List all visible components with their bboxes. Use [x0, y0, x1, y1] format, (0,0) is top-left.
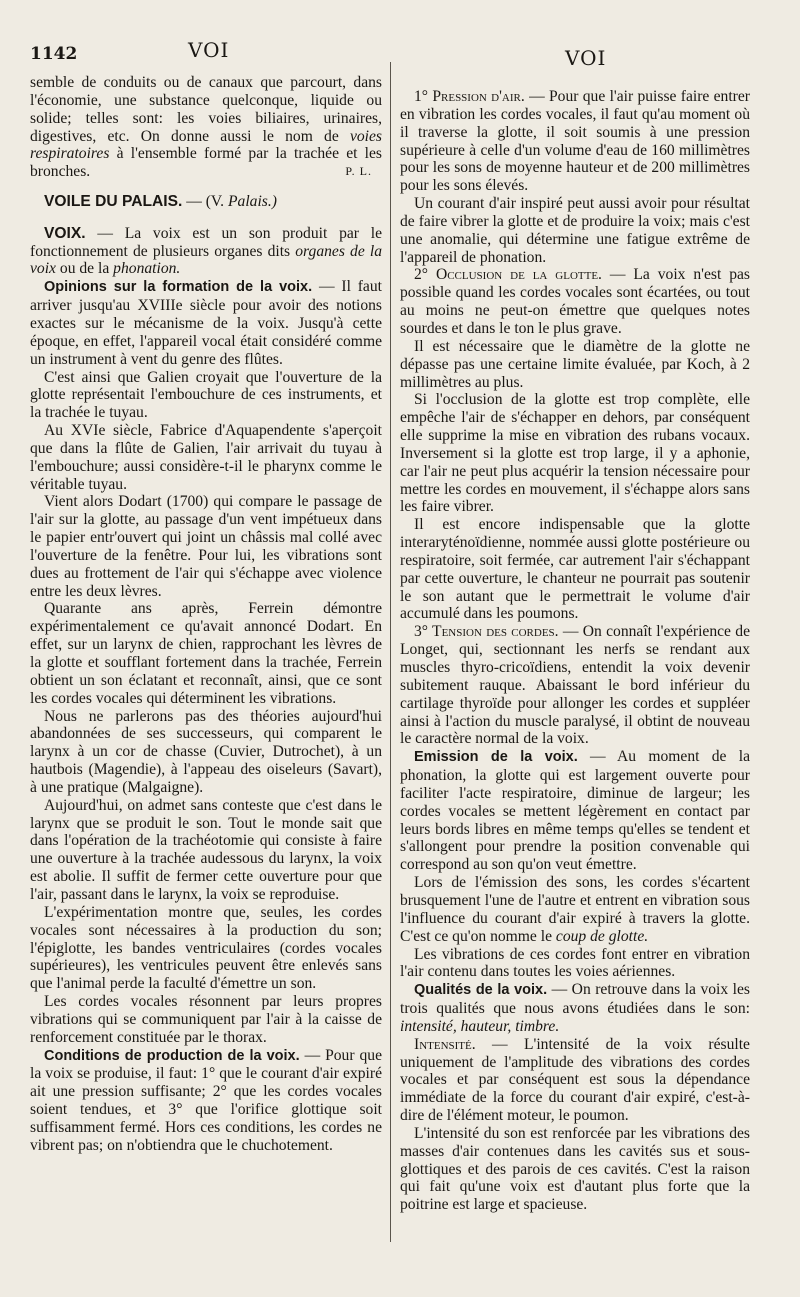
section-heading-qualites: Qualités de la voix. — [414, 982, 548, 999]
subheading-occlusion: 2° Occlusion de la glotte. — [414, 266, 602, 284]
page-number: 1142 — [30, 44, 78, 64]
paragraph-aujourdhui: Aujourd'hui, on admet sans conteste que c'est dans le larynx que se produit le son. Tout le monde sait que dans l'opération de la trachéotomie qui consiste à faire une ouverture à la trachée audessous du larynx, la voix est abolie. Il suffit de fermer cette ouverture pour que l'air, passant dans le larynx, la voix se reproduise. — [30, 796, 382, 903]
paragraph-dodart: Vient alors Dodart (1700) qui compare le passage de l'air sur la glotte, au passage d'un vent impétueux dans le papier entr'ouvert qui joint un châssis mal collé avec l'ouverture de la fenêtre. Pour lui, les vibrations sont dues au frottement de l'air qui s'échappe avec violence entre les deux lèvres. — [30, 493, 382, 600]
paragraph-occlusion-complete: Si l'occlusion de la glotte est trop complète, elle empêche l'air de s'échapper en dehors, par conséquent elle supprime la mise en vibration des rubans vocaux. Inversement si la glotte est trop large, il y a aphonie, car l'air ne peut plus acquérir la tension nécessaire pour mettre les cordes en mouvement, il s'échappe alors sans les faire vibrer. — [400, 391, 750, 516]
paragraph-ferrein: Quarante ans après, Ferrein démontre expérimentalement ce qu'avait annoncé Dodart. En effet, sur un larynx de chien, rapprochant les lèvres de la glotte et soufflant fortement dans la trachée, Ferrein obtient un son éclatant et reconnaît, ainsi, que ce sont les cordes vocales qui déterminent les vibrations. — [30, 600, 382, 707]
section-heading-emission: Emission de la voix. — [414, 749, 578, 766]
entry-voile-du-palais: VOILE DU PALAIS. — (V. Palais.) — [44, 192, 277, 210]
section-heading-opinions: Opinions sur la formation de la voix. — [44, 279, 313, 296]
paragraph-fabrice: Au XVIe siècle, Fabrice d'Aquapendente s'aperçoit que dans la flûte de Galien, l'air arrivait du tuyau à l'embouchure; aussi considère-t-il le pharynx comme le véritable tuyau. — [30, 422, 382, 493]
paragraph-cordes-resonnent: Les cordes vocales résonnent par leurs propres vibrations qui se communiquent par l'air à la caisse de renforcement constituée par le thorax. — [30, 993, 382, 1046]
paragraph-diametre: Il est nécessaire que le diamètre de la glotte ne dépasse pas une certaine limite évaluée, par Koch, à 2 millimètres au plus. — [400, 337, 750, 391]
paragraph-vibrations: Les vibrations de ces cordes font entrer en vibration l'air contenu dans toutes les voies aériennes. — [400, 945, 750, 981]
entry-heading-voix: VOIX. — [44, 224, 86, 242]
subheading-pression: 1° Pression d'air. — [414, 88, 525, 105]
section-qualites: Qualités de la voix. — On retrouve dans la voix les trois qualités que nous avons étudiées dans le son: intensité, hauteur, timbre. — [400, 981, 750, 1035]
author-signature: P. L. — [345, 164, 372, 179]
paragraph-renforcee: L'intensité du son est renforcée par les vibrations des masses d'air contenues dans les cavités sus et sous-glottiques et des parois de ces cavités. C'est la raison qui fait qu'une voix est d'autant plus forte que la poitrine est large et spacieuse. — [400, 1124, 750, 1214]
section-tension: 3° Tension des cordes. — On connaît l'expérience de Longet, qui, sectionnant les nerfs se rendant aux muscles thyro-cricoïdiens, entendit la voix devenir subitement rauque. Abaissant le bord inférieur du cartilage thyroïde pour allonger les cordes et suppléer ainsi à l'action du muscle paralysé, il obtint de nouveau le caractère normal de la voix. — [400, 623, 750, 748]
running-head-left: VOI — [188, 38, 230, 62]
section-emission: Emission de la voix. — Au moment de la phonation, la glotte qui est largement ouverte pour faciliter l'acte respiratoire, diminue de largeur; les cordes vocales se mettent légèrement en contact par leurs bords libres en même temps qu'elles se tendent et s'allongent pour prendre la position convenable qui correspond au son qu'on veut émettre. — [400, 748, 751, 874]
paragraph-experimentation: L'expérimentation montre que, seules, les cordes vocales sont nécessaires à la production du son; l'épiglotte, les bandes ventriculaires (cordes vocales supérieures), les ventricules peuvent être enlevés sans que l'animal perde la faculté d'émettre un son. — [30, 903, 382, 993]
section-pression: 1° Pression d'air. — Pour que l'air puisse faire entrer en vibration les cordes vocales, il faut qu'au moment où il traverse la glotte, il soit soumis à une pression supérieure à celle d'un volume d'eau de 160 millimètres pour les sons de moyenne hauteur et de 200 millimètres pour les sons élevés. — [400, 88, 750, 195]
paragraph-theories: Nous ne parlerons pas des théories aujourd'hui abandonnées de ses successeurs, qui comparent le larynx à un cor de chasse (Cuvier, Dutrochet), à un hautbois (Magendie), à l'appeau des oiseleurs (Savart), à une pratique (Malgaigne). — [30, 707, 382, 796]
section-heading-conditions: Conditions de production de la voix. — [44, 1047, 300, 1064]
section-conditions: Conditions de production de la voix. — Pour que la voix se produise, il faut: 1° que le courant d'air expiré ait une pression suffisante; 2° que les cordes vocales soient tendues, et 3° que l'orifice glottique soit suffisamment fermé. Hors ces conditions, les cordes ne vibrent pas; on n'obtiendra que le chuchotement. — [30, 1046, 382, 1154]
entry-voix: VOIX. — La voix est un son produit par le fonctionnement de plusieurs organes dits organes de la voix ou de la phonation. — [30, 224, 383, 278]
right-column — [400, 88, 750, 1214]
paragraph-lors-emission: Lors de l'émission des sons, les cordes s'écartent brusquement l'une de l'autre et entrent en vibration sous l'influence du courant d'air expiré à travers la glotte. C'est ce qu'on nomme le coup de glotte. — [400, 874, 750, 945]
paragraph-voies: semble de conduits ou de canaux que parcourt, dans l'économie, une substance quelconque, liquide ou solide; telles sont: les voies biliaires, urinaires, digestives, etc. On donne aussi le nom de voies respiratoires à l'ensemble formé par la trachée et les bronches. — [30, 74, 382, 181]
paragraph-galien: C'est ainsi que Galien croyait que l'ouverture de la glotte représentait l'embouchure de ces instruments, et la trachée le tuyau. — [30, 368, 382, 422]
section-occlusion: 2° Occlusion de la glotte. — La voix n'est pas possible quand les cordes vocales sont écartées, ou tout au moins ne peut-on émettre que quelques notes sourdes et dans le ton le plus grave. — [400, 266, 751, 337]
entry-heading-voile: VOILE DU PALAIS. — [44, 192, 183, 210]
paragraph-courant-inspire: Un courant d'air inspiré peut aussi avoir pour résultat de faire vibrer la glotte et de produire la voix; mais c'est une anomalie, qui détermine une fatigue extrême de l'appareil de phonation. — [400, 195, 750, 266]
paragraph-indispensable: Il est encore indispensable que la glotte interaryténoïdienne, nommée aussi glotte postérieure ou respiratoire, soit fermée, car autrement l'air s'échappant par cette ouverture, le chanteur ne pourrait pas soutenir le son autant que le permettrait le volume d'air accumulé dans les poumons. — [400, 516, 750, 623]
section-opinions: Opinions sur la formation de la voix. — Il faut arriver jusqu'au XVIIIe siècle pour avoir des notions exactes sur le mécanisme de la voix. Jusqu'à cette époque, en effet, l'appareil vocal était considéré comme un instrument à vent du genre des flûtes. — [30, 278, 382, 368]
running-head-right: VOI — [565, 46, 607, 70]
section-intensite: Intensité. — L'intensité de la voix résulte uniquement de l'amplitude des vibrations des cordes vocales et par conséquent est sous la dépendance immédiate de la force du courant d'air expiré, c'est-à-dire de l'élément moteur, le poumon. — [400, 1035, 750, 1125]
column-rule — [390, 62, 391, 1242]
subheading-tension: 3° Tension des cordes. — [414, 623, 559, 641]
subheading-intensite: Intensité. — [414, 1035, 476, 1053]
left-column — [30, 74, 382, 1155]
